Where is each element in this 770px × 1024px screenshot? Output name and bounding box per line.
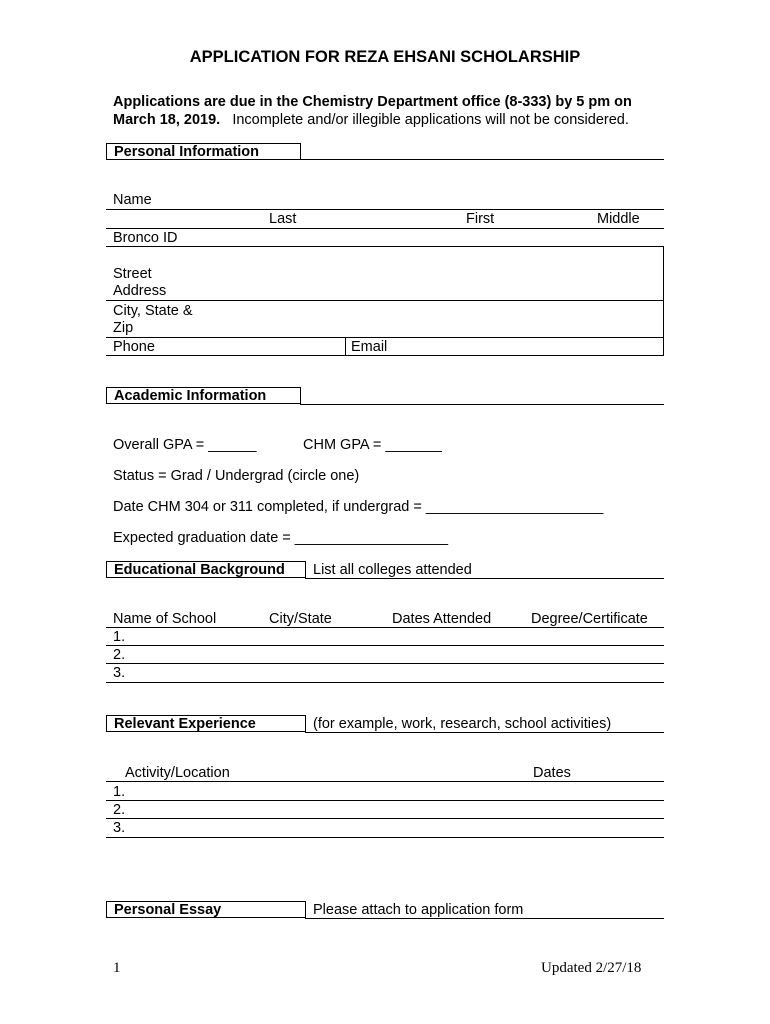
chm-gpa-field[interactable]: CHM GPA = _______ (303, 437, 442, 453)
middle-name-label: Middle (597, 211, 640, 227)
experience-row-line[interactable] (106, 837, 664, 838)
experience-row-number: 1. (113, 784, 126, 800)
academic-info-heading-box (106, 387, 301, 404)
education-row-line[interactable] (106, 663, 664, 664)
experience-row-line[interactable] (106, 800, 664, 801)
deadline-text-line2 (113, 112, 629, 128)
bronco-id-label: Bronco ID (113, 230, 178, 246)
divider (305, 732, 664, 733)
experience-row-number: 2. (113, 802, 126, 818)
column-header-dates: Dates (533, 765, 571, 781)
personal-info-heading: Personal Information (114, 144, 260, 160)
experience-heading-box (106, 715, 306, 732)
education-heading-box (106, 561, 306, 578)
phone-label: Phone (113, 339, 155, 355)
divider (300, 159, 664, 160)
essay-note: Please attach to application form (313, 902, 524, 918)
divider (305, 918, 664, 919)
education-heading: Educational Background (114, 562, 285, 578)
divider (106, 627, 664, 628)
name-field-line[interactable] (106, 209, 664, 210)
page-title: APPLICATION FOR REZA EHSANI SCHOLARSHIP (189, 48, 581, 66)
deadline-date: March 18, 2019. (113, 112, 221, 128)
expected-graduation-field[interactable]: Expected graduation date = ___________________ (113, 530, 449, 546)
chm-completion-date-field[interactable]: Date CHM 304 or 311 completed, if undergrad = ______________________ (113, 499, 604, 515)
city-field-line[interactable] (106, 337, 664, 338)
column-header-degree: Degree/Certificate (531, 611, 648, 627)
email-label: Email (351, 339, 388, 355)
education-row-number: 2. (113, 647, 126, 663)
academic-info-heading: Academic Information (114, 388, 267, 404)
essay-heading: Personal Essay (114, 902, 222, 918)
column-header-dates-attended: Dates Attended (392, 611, 492, 627)
column-header-school: Name of School (113, 611, 217, 627)
education-row-number: 3. (113, 665, 126, 681)
experience-row-line[interactable] (106, 818, 664, 819)
overall-gpa-field[interactable]: Overall GPA = ______ (113, 437, 257, 453)
incomplete-warning: Incomplete and/or illegible applications will not be considered. (232, 112, 629, 128)
page-number: 1 (113, 960, 121, 976)
deadline-text: Applications are due in the Chemistry Department office (8-333) by 5 pm on (113, 94, 632, 110)
column-header-activity: Activity/Location (125, 765, 230, 781)
first-name-label: First (466, 211, 495, 227)
divider (106, 228, 664, 229)
essay-heading-box (106, 901, 306, 918)
updated-date: Updated 2/27/18 (541, 960, 642, 976)
personal-info-heading-box (106, 143, 301, 160)
zip-label: Zip (113, 320, 134, 336)
street-label: Street (113, 266, 152, 282)
experience-note: (for example, work, research, school activities) (313, 716, 612, 732)
education-row-number: 1. (113, 629, 126, 645)
experience-heading: Relevant Experience (114, 716, 256, 732)
divider (663, 246, 664, 356)
divider (345, 337, 346, 356)
name-label: Name (113, 192, 152, 208)
education-row-line[interactable] (106, 682, 664, 683)
address-label: Address (113, 283, 167, 299)
address-field-line[interactable] (106, 300, 664, 301)
education-row-line[interactable] (106, 645, 664, 646)
status-field[interactable]: Status = Grad / Undergrad (circle one) (113, 468, 360, 484)
phone-email-field-line[interactable] (106, 355, 664, 356)
bronco-id-field-line[interactable] (106, 246, 664, 247)
divider (106, 781, 664, 782)
last-name-label: Last (269, 211, 297, 227)
divider (300, 404, 664, 405)
education-note: List all colleges attended (313, 562, 472, 578)
column-header-city-state: City/State (269, 611, 332, 627)
city-state-label: City, State & (113, 303, 193, 319)
experience-row-number: 3. (113, 820, 126, 836)
divider (305, 578, 664, 579)
